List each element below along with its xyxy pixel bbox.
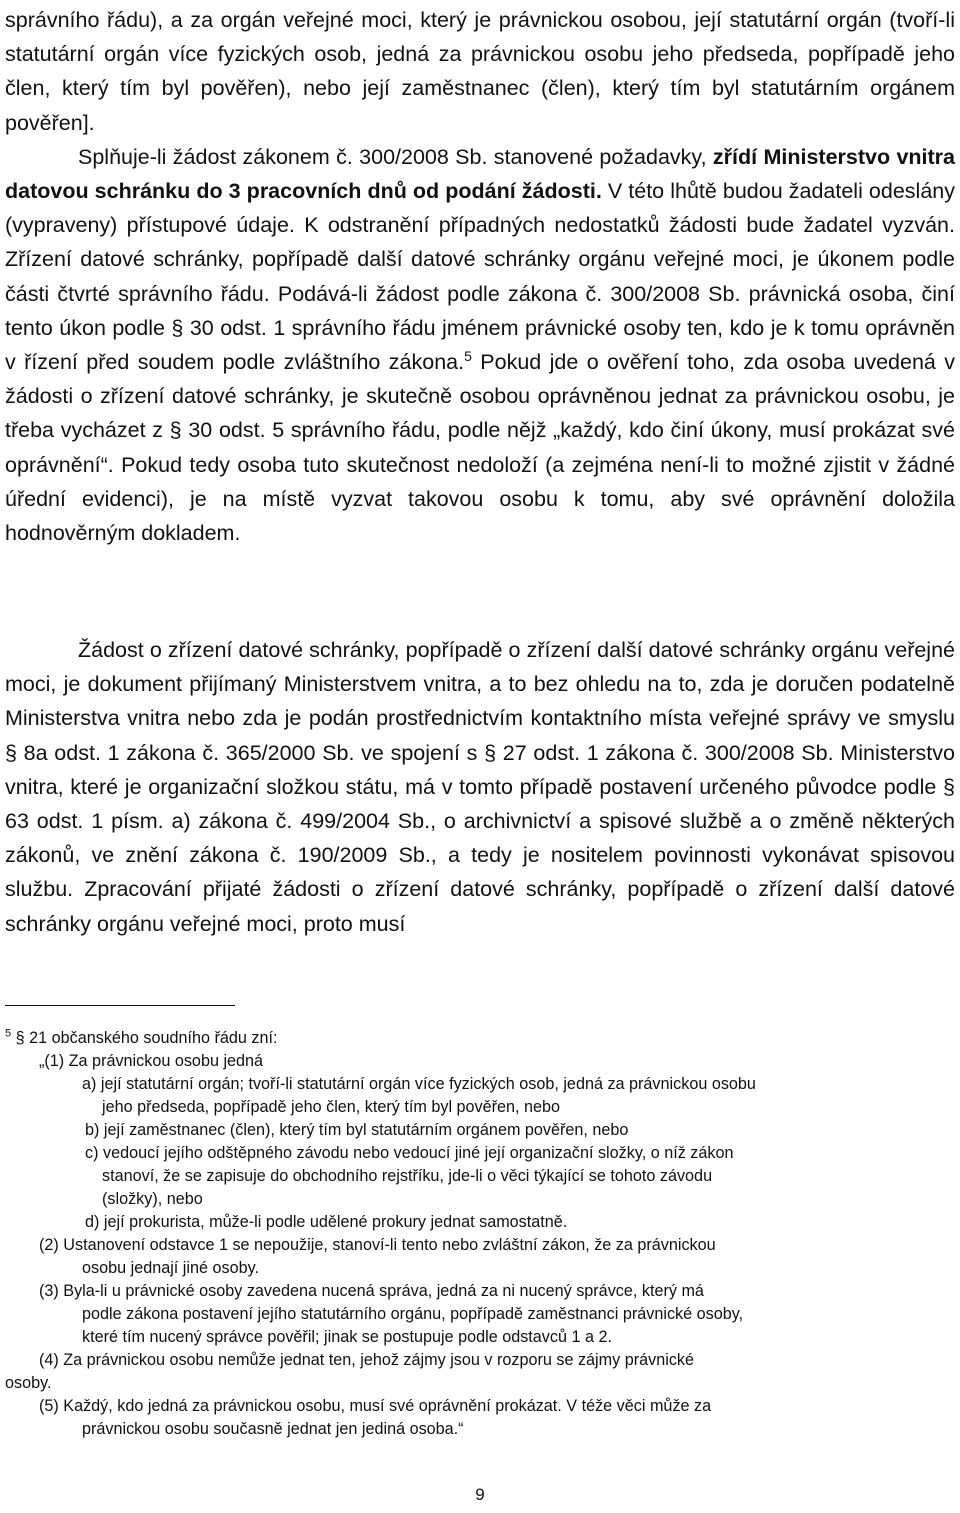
footnote-block [5, 1027, 955, 1441]
footnote-para-3: (3) Byla-li u právnické osoby zavedena nucená správa, jedná za ni nucený správce, který má [39, 1282, 704, 1300]
paragraph-requirements-rest2: Pokud jde o ověření toho, zda osoba uvedená v žádosti o zřízení datové schránky, je skutečně osobou oprávněnou jednat za právnickou osobu, je třeba vycházet z § 30 odst. 5 správního řádu, podle nějž „každý, kdo činí úkony, musí prokázat své oprávnění“. Pokud tedy osoba tuto skutečnost nedoloží (a zejména není-li to možné zjistit v žádné úřední evidenci), je na místě vyzvat takovou osobu k tomu, aby své oprávnění doložila hodnověrným dokladem. [5, 350, 956, 546]
paragraph-intro [5, 3, 955, 550]
footnote-item-c: c) vedoucí jejího odštěpného závodu nebo vedoucí jiné její organizační složky, o níž zákon [85, 1144, 734, 1162]
paragraph-requirements-bold: zřídí Ministerstvo vnitra datovou schránku do 3 pracovních dnů od podání žádosti. [5, 144, 955, 204]
paragraph-requirements-intro: Splňuje-li žádost zákonem č. 300/2008 Sb. stanovené požadavky, [78, 144, 713, 169]
paragraph-application [5, 633, 955, 941]
footnote-item-a: a) její statutární orgán; tvoří-li statutární orgán více fyzických osob, jedná za právnickou osobu [82, 1075, 756, 1093]
footnote-para-5-cont: právnickou osobu současně jednat jen jediná osoba.“ [82, 1420, 464, 1438]
footnote-item-a-cont: jeho předseda, popřípadě jeho člen, který tím byl pověřen, nebo [102, 1098, 561, 1116]
footnote-line-1: „(1) Za právnickou osobu jedná [39, 1052, 264, 1070]
footnote-item-c-cont: stanoví, že se zapisuje do obchodního rejstříku, jde-li o věci týkající se tohoto závodu [102, 1167, 713, 1185]
footnote-item-b: b) její zaměstnanec (člen), který tím byl statutárním orgánem pověřen, nebo [85, 1121, 629, 1139]
footnote-para-3-cont: podle zákona postavení jejího statutárního orgánu, popřípadě zaměstnanci právnické osoby, [82, 1305, 744, 1323]
footnote-item-d: d) její prokurista, může-li podle udělené prokury jednat samostatně. [85, 1213, 568, 1231]
footnote-para-2: (2) Ustanovení odstavce 1 se nepoužije, stanoví-li tento nebo zvláštní zákon, že za právnickou [39, 1236, 716, 1254]
page-number: 9 [475, 1485, 485, 1504]
footnote-number: 5 [5, 1027, 12, 1040]
footnote-para-2-cont: osobu jednají jiné osoby. [82, 1259, 259, 1277]
footnote-heading [5, 1027, 955, 1050]
paragraph-requirements-rest: V této lhůtě budou žadateli odeslány (vypraveny) přístupové údaje. K odstranění případných nedostatků žádosti bude žadatel vyzván. Zřízení datové schránky, popřípadě další datové schránky orgánu veřejné moci, je úkonem podle části čtvrté správního řádu. Podává-li žádost podle zákona č. 300/2008 Sb. právnická osoba, činí tento úkon podle § 30 odst. 1 správního řádu jménem právnické osoby ten, kdo je k tomu oprávněn v řízení před soudem podle zvláštního zákona. [5, 179, 955, 375]
footnote-para-5: (5) Každý, kdo jedná za právnickou osobu, musí své oprávnění prokázat. V téže věci může za [39, 1397, 712, 1415]
footnote-ref[interactable]: 5 [464, 347, 472, 364]
document-page [5, 0, 955, 1513]
footnote-para-3-cont2: které tím nucený správce pověřil; jinak se postupuje podle odstavců 1 a 2. [82, 1328, 612, 1346]
footnote-para-4: (4) Za právnickou osobu nemůže jednat ten, jehož zájmy jsou v rozporu se zájmy právnické [39, 1351, 695, 1369]
paragraph-application-text: Žádost o zřízení datové schránky, popřípadě o zřízení další datové schránky orgánu veřejné moci, je dokument přijímaný Ministerstvem vnitra, a to bez ohledu na to, zda je doručen podatelně Ministerstva vnitra nebo zda je podán prostřednictvím kontaktního místa veřejné správy ve smyslu § 8a odst. 1 zákona č. 365/2000 Sb. ve spojení s § 27 odst. 1 zákona č. 300/2008 Sb. Ministerstvo vnitra, které je organizační složkou státu, má v tomto případě postavení určeného původce podle § 63 odst. 1 písm. a) zákona č. 499/2004 Sb., o archivnictví a spisové službě a o změně některých zákonů, ve znění zákona č. 190/2009 Sb., a tedy je nositelem povinnosti vykonávat spisovou službu. Zpracování přijaté žádosti o zřízení datové schránky, popřípadě o zřízení další datové schránky orgánu veřejné moci, proto musí [5, 638, 955, 936]
paragraph-intro-text: správního řádu), a za orgán veřejné moci, který je právnickou osobou, její statutární orgán (tvoří-li statutární orgán více fyzických osob, jedná za právnickou osobu jeho předseda, popřípadě jeho člen, který tím byl pověřen), nebo její zaměstnanec (člen), který tím byl statutárním orgánem pověřen]. [5, 8, 955, 135]
footnote-item-c-cont2: (složky), nebo [102, 1190, 203, 1208]
footnote-heading-text: § 21 občanského soudního řádu zní: [11, 1029, 278, 1047]
footnote-para-4-cont: osoby. [5, 1374, 52, 1392]
footnote-divider [5, 1005, 235, 1006]
